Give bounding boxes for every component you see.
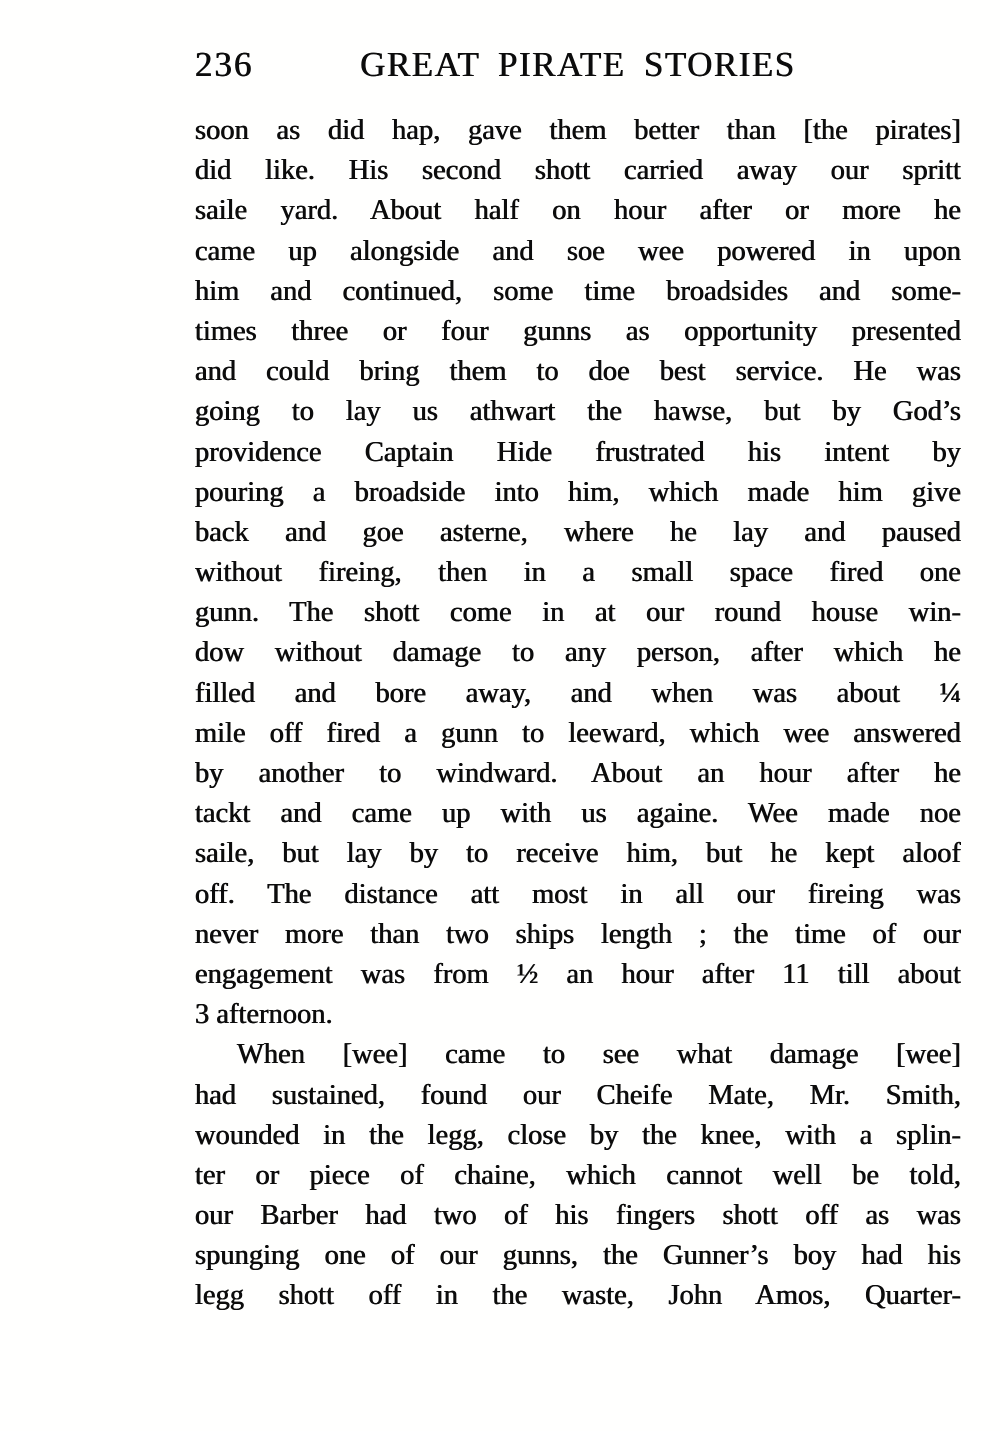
text-line: going to lay us athwart the hawse, but by God’s [195,396,961,428]
text-line: off. The distance att most in all our fireing was [195,878,961,910]
text-line: spunging one of our gunns, the Gunner’s boy had his [195,1240,961,1272]
text-line: our Barber had two of his fingers shott off as was [195,1200,961,1232]
text-line: without fireing, then in a small space fired one [195,557,961,589]
text-line: did like. His second shott carried away our spritt [195,155,961,187]
text-line: providence Captain Hide frustrated his intent by [195,436,961,468]
text-line: tackt and came up with us againe. Wee made noe [195,798,961,830]
text-line: came up alongside and soe wee powered in upon [195,235,961,267]
text-line: dow without damage to any person, after which he [195,637,961,669]
text-line: pouring a broadside into him, which made him give [195,476,961,508]
text-line: engagement was from ½ an hour after 11 till about [195,958,961,990]
text-line: had sustained, found our Cheife Mate, Mr. Smith, [195,1079,961,1111]
text-line: filled and bore away, and when was about ¼ [195,677,961,709]
text-line: ter or piece of chaine, which cannot well be told, [195,1159,961,1191]
running-header [195,44,961,86]
text-line: gunn. The shott come in at our round house win- [195,597,961,629]
body-text [195,111,961,1317]
text-line: saile yard. About half on hour after or more he [195,195,961,227]
text-line: saile, but lay by to receive him, but he kept aloof [195,838,961,870]
text-line: him and continued, some time broadsides and some- [195,275,961,307]
text-line: back and goe asterne, where he lay and paused [195,516,961,548]
running-header-title: GREAT PIRATE STORIES [360,45,796,84]
page-number: 236 [195,45,254,84]
text-line: soon as did hap, gave them better than [the pirates] [195,115,961,146]
text-line: never more than two ships length ; the time of our [195,918,961,950]
text-line: legg shott off in the waste, John Amos, Quarter- [195,1280,961,1312]
text-line-paragraph-end: 3 afternoon. [195,999,333,1031]
text-line: by another to windward. About an hour after he [195,758,961,789]
text-line: and could bring them to doe best service. He was [195,356,961,388]
text-line: times three or four gunns as opportunity presented [195,315,961,347]
text-line-paragraph-start: When [wee] came to see what damage [wee] [237,1039,961,1071]
text-line: mile off fired a gunn to leeward, which wee answered [195,717,961,749]
text-line: wounded in the legg, close by the knee, with a splin- [195,1119,961,1151]
